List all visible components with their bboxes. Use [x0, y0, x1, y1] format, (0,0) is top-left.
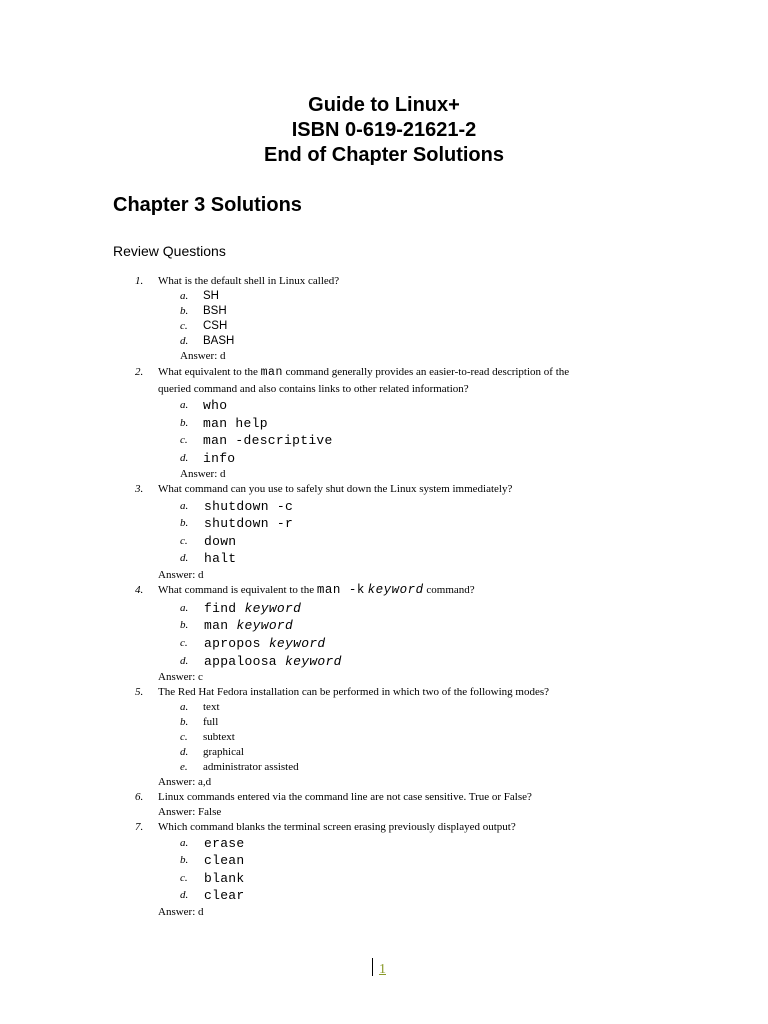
option-text: erase — [204, 836, 245, 851]
option-letter: b. — [180, 305, 189, 317]
answer-text: Answer: d — [158, 906, 204, 918]
document-subtitle: End of Chapter Solutions — [264, 144, 504, 166]
option-letter: d. — [180, 655, 189, 667]
inline-code: man — [260, 366, 283, 379]
option-letter: b. — [180, 517, 189, 529]
option-letter: b. — [180, 716, 189, 728]
option-text: man keyword — [204, 618, 294, 633]
question-number: 7. — [135, 821, 144, 833]
option-letter: d. — [180, 889, 189, 901]
question-number: 3. — [135, 483, 144, 495]
answer-text: Answer: d — [180, 350, 226, 362]
option-letter: c. — [180, 434, 188, 446]
option-letter: d. — [180, 335, 189, 347]
option-text: graphical — [203, 746, 244, 758]
option-text: blank — [204, 871, 245, 886]
isbn-line: ISBN 0-619-21621-2 — [291, 119, 477, 141]
option-text: find keyword — [204, 601, 302, 616]
question-text: What equivalent to the man command generally provides an easier-to-read description of the — [158, 366, 570, 379]
option-letter: c. — [180, 637, 188, 649]
option-letter: a. — [180, 837, 189, 849]
option-letter: c. — [180, 872, 188, 884]
option-text: halt — [204, 551, 237, 566]
option-letter: a. — [180, 602, 189, 614]
question-text: What command is equivalent to the man -k keyword command? — [158, 583, 475, 597]
option-text: man help — [203, 416, 268, 431]
option-letter: a. — [180, 500, 189, 512]
question-text: The Red Hat Fedora installation can be performed in which two of the following modes? — [158, 686, 550, 698]
answer-text: Answer: d — [180, 468, 226, 480]
option-text: shutdown -r — [204, 516, 294, 531]
option-letter: b. — [180, 417, 189, 429]
option-text: apropos keyword — [204, 636, 326, 651]
option-text: text — [203, 701, 220, 713]
question-text: What command can you use to safely shut down the Linux system immediately? — [158, 483, 513, 495]
inline-code: man -k — [316, 583, 365, 597]
answer-text: Answer: a,d — [158, 776, 212, 788]
option-letter: a. — [180, 290, 189, 302]
chapter-title: Chapter 3 Solutions — [113, 194, 302, 216]
page-number: 1 — [379, 962, 386, 977]
option-letter: a. — [180, 399, 189, 411]
inline-code-keyword: keyword — [367, 583, 424, 597]
option-text: down — [204, 534, 237, 549]
option-text: full — [203, 716, 219, 728]
option-text: subtext — [203, 731, 235, 743]
option-text: man -descriptive — [203, 433, 333, 448]
question-number: 2. — [135, 366, 144, 378]
option-letter: d. — [180, 452, 189, 464]
footer-divider — [372, 958, 373, 976]
option-letter: b. — [180, 854, 189, 866]
option-text: administrator assisted — [203, 761, 299, 773]
question-text: What is the default shell in Linux called? — [158, 275, 340, 287]
question-number: 1. — [135, 275, 144, 287]
option-text: BASH — [203, 335, 235, 347]
option-text: shutdown -c — [204, 499, 294, 514]
option-letter: d. — [180, 746, 189, 758]
option-text: clean — [204, 853, 245, 868]
question-text: Linux commands entered via the command line are not case sensitive. True or False? — [158, 791, 532, 803]
option-text: clear — [204, 888, 245, 903]
question-number: 5. — [135, 686, 144, 698]
question-text: Which command blanks the terminal screen erasing previously displayed output? — [158, 821, 516, 833]
option-text: appaloosa keyword — [204, 654, 342, 669]
option-text: who — [203, 398, 228, 413]
option-letter: c. — [180, 320, 188, 332]
option-letter: e. — [180, 761, 188, 773]
question-number: 6. — [135, 791, 144, 803]
option-letter: c. — [180, 535, 188, 547]
option-letter: c. — [180, 731, 188, 743]
answer-text: Answer: c — [158, 671, 203, 683]
page-footer — [372, 958, 386, 980]
option-letter: d. — [180, 552, 189, 564]
option-letter: a. — [180, 701, 189, 713]
question-text-line2: queried command and also contains links to other related information? — [158, 383, 469, 395]
option-text: BSH — [203, 305, 227, 317]
option-text: info — [203, 451, 236, 466]
answer-text: Answer: d — [158, 569, 204, 581]
option-text: SH — [203, 290, 219, 302]
option-text: CSH — [203, 320, 228, 332]
document-title: Guide to Linux+ — [308, 94, 460, 116]
answer-text: Answer: False — [158, 806, 222, 818]
option-letter: b. — [180, 619, 189, 631]
section-title: Review Questions — [113, 243, 226, 259]
question-number: 4. — [135, 584, 144, 596]
